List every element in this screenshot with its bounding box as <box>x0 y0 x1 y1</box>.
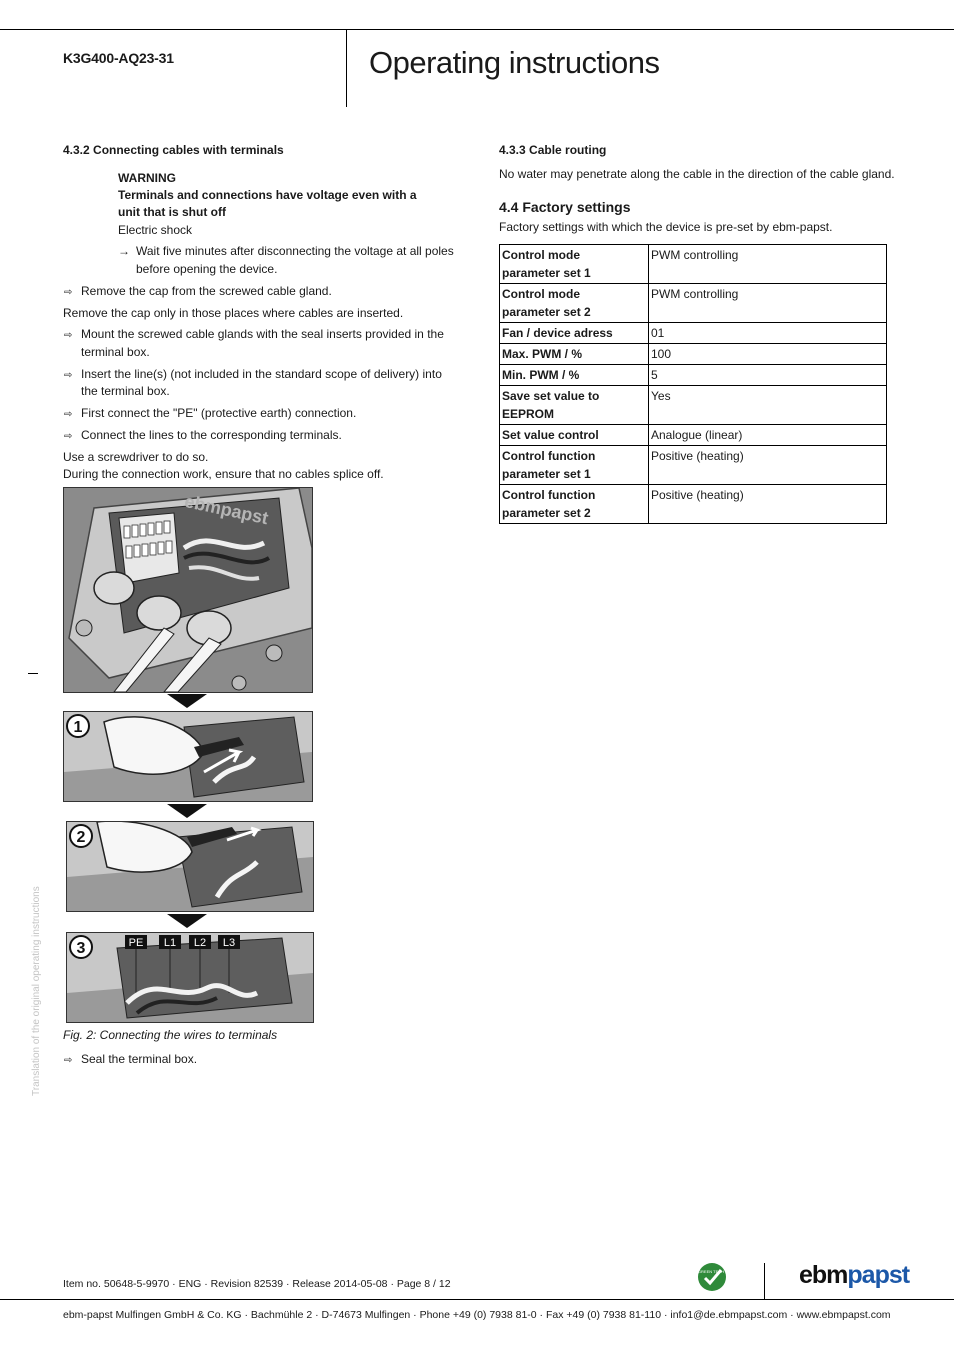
table-row <box>500 245 887 284</box>
figure-step-1 <box>63 711 313 802</box>
header-rule <box>0 29 954 30</box>
table-key: Min. PWM / % <box>500 365 649 386</box>
table-key: Control mode <box>502 248 580 262</box>
logo-part-ebm: ebm <box>799 1261 848 1289</box>
down-arrow-icon <box>167 804 207 818</box>
terminal-label-l3: L3 <box>222 937 236 949</box>
table-key: parameter set 2 <box>502 305 591 319</box>
table-key: Max. PWM / % <box>500 344 649 365</box>
figure-watermark: ebmpapst <box>182 491 271 529</box>
bullet-connect-lines: Connect the lines to the corresponding terminals. <box>81 428 342 442</box>
paragraph-screwdriver: Use a screwdriver to do so. <box>63 450 209 464</box>
bullet-arrow-icon: ⇨ <box>64 330 73 341</box>
table-value: 5 <box>649 365 887 386</box>
bullet-mount-glands-1: Mount the screwed cable glands with the seal inserts provided in the <box>81 327 444 341</box>
table-key: Control function <box>502 449 596 463</box>
table-value: Positive (heating) <box>649 485 887 524</box>
down-arrow-icon <box>167 694 207 708</box>
table-value: Yes <box>649 386 887 425</box>
warning-line-2: unit that is shut off <box>118 205 226 219</box>
section-heading-connecting-cables: 4.3.2 Connecting cables with terminals <box>63 143 284 157</box>
bullet-remove-cap: Remove the cap from the screwed cable gland. <box>81 284 332 298</box>
table-value: PWM controlling <box>649 284 887 323</box>
bullet-arrow-icon: ⇨ <box>64 409 73 420</box>
table-key: parameter set 1 <box>502 266 591 280</box>
table-key: Control mode <box>502 287 580 301</box>
terminal-label-pe: PE <box>128 937 144 949</box>
table-key: parameter set 1 <box>502 467 591 481</box>
table-key: Set value control <box>500 425 649 446</box>
table-key: EEPROM <box>502 407 555 421</box>
table-value: Analogue (linear) <box>649 425 887 446</box>
logo-part-papst: papst <box>847 1261 910 1289</box>
bullet-arrow-icon: ⇨ <box>64 1055 73 1066</box>
table-value: 100 <box>649 344 887 365</box>
sidebar-translation-note: Translation of the original operating instructions <box>31 886 42 1096</box>
green-tech-label: GREEN TECH <box>697 1269 725 1274</box>
bullet-seal-box: Seal the terminal box. <box>81 1052 198 1066</box>
bullet-insert-lines-1: Insert the line(s) (not included in the standard scope of delivery) into <box>81 367 442 381</box>
table-row <box>500 425 887 446</box>
figure-caption: Fig. 2: Connecting the wires to terminals <box>63 1028 278 1042</box>
table-row <box>500 386 887 425</box>
table-row <box>500 323 887 344</box>
warning-step-line-2: before opening the device. <box>136 262 278 276</box>
table-key: Control function <box>502 488 596 502</box>
table-value: 01 <box>649 323 887 344</box>
section-heading-cable-routing: 4.3.3 Cable routing <box>499 143 607 157</box>
table-key: parameter set 2 <box>502 506 591 520</box>
bullet-insert-lines-2: the terminal box. <box>81 384 170 398</box>
logo-divider <box>764 1263 765 1299</box>
figure-step-3 <box>66 932 314 1023</box>
table-key: Fan / device adress <box>500 323 649 344</box>
warning-label: WARNING <box>118 171 176 185</box>
factory-settings-table <box>499 244 887 524</box>
step-number-3: 3 <box>76 940 86 957</box>
warning-arrow-icon: → <box>118 244 130 258</box>
ebmpapst-logo <box>799 1261 909 1290</box>
table-row <box>500 365 887 386</box>
step-number-2: 2 <box>76 829 86 846</box>
figure-step-2 <box>66 821 314 912</box>
model-number: K3G400-AQ23-31 <box>63 50 174 66</box>
bullet-arrow-icon: ⇨ <box>64 287 73 298</box>
terminal-label-l1: L1 <box>163 937 177 949</box>
figure-terminal-box <box>63 487 313 693</box>
section-heading-factory-settings: 4.4 Factory settings <box>499 199 631 215</box>
cable-routing-text: No water may penetrate along the cable in the direction of the cable gland. <box>499 167 895 181</box>
green-tech-badge-icon <box>697 1262 729 1292</box>
table-value: PWM controlling <box>649 245 887 284</box>
page-title: Operating instructions <box>369 45 660 80</box>
terminal-label-l2: L2 <box>193 937 207 949</box>
footer-item-info: Item no. 50648-5-9970 · ENG · Revision 82539 · Release 2014-05-08 · Page 8 / 12 <box>63 1278 451 1290</box>
table-row <box>500 485 887 524</box>
table-row <box>500 284 887 323</box>
table-row <box>500 344 887 365</box>
margin-fold-mark <box>28 673 38 674</box>
bullet-arrow-icon: ⇨ <box>64 431 73 442</box>
table-value: Positive (heating) <box>649 446 887 485</box>
warning-sub: Electric shock <box>118 223 193 237</box>
bullet-mount-glands-2: terminal box. <box>81 345 150 359</box>
warning-line-1: Terminals and connections have voltage even with a <box>118 188 417 202</box>
paragraph-no-splice: During the connection work, ensure that no cables splice off. <box>63 467 384 481</box>
warning-step-line-1: Wait five minutes after disconnecting the voltage at all poles <box>136 244 454 258</box>
footer-company-info: ebm-papst Mulfingen GmbH & Co. KG · Bachmühle 2 · D-74673 Mulfingen · Phone +49 (0) 7938 81-0 · Fax +49 (0) 7938 81-110 · info1@de.ebmpapst.com · www.ebmpapst.com <box>63 1309 891 1321</box>
step-number-1: 1 <box>73 719 83 736</box>
paragraph-remove-cap-note: Remove the cap only in those places where cables are inserted. <box>63 306 404 320</box>
bullet-connect-pe: First connect the "PE" (protective earth) connection. <box>81 406 357 420</box>
footer-rule <box>0 1299 954 1300</box>
down-arrow-icon <box>167 914 207 928</box>
factory-settings-text: Factory settings with which the device is pre-set by ebm-papst. <box>499 220 833 234</box>
table-key: Save set value to <box>502 389 600 403</box>
table-row <box>500 446 887 485</box>
bullet-arrow-icon: ⇨ <box>64 370 73 381</box>
header-divider <box>346 29 347 107</box>
